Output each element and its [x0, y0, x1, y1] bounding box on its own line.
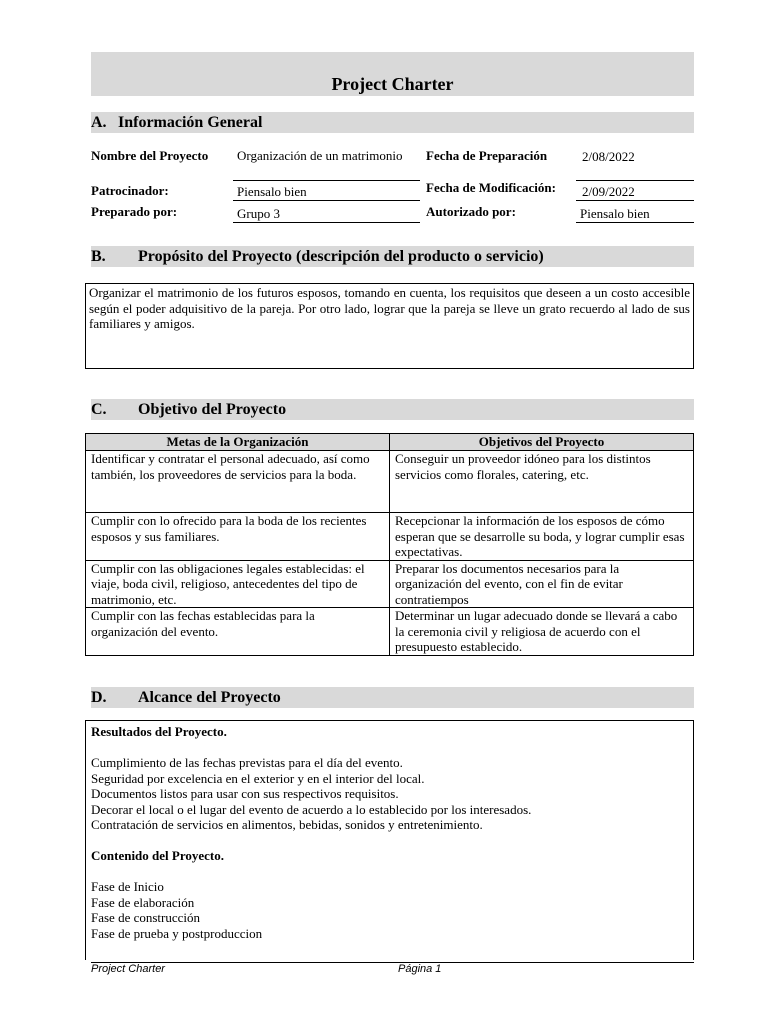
resultado-item: Cumplimiento de las fechas previstas para el día del evento.	[91, 755, 403, 770]
resultado-item: Documentos listos para usar con sus respectivos requisitos.	[91, 786, 399, 801]
section-c-letter: C.	[91, 401, 107, 418]
section-a-letter: A.	[91, 114, 107, 131]
autorizado-por-label: Autorizado por:	[426, 204, 516, 219]
document-title: Project Charter	[91, 52, 694, 96]
resultado-item: Decorar el local o el lugar del evento de acuerdo a lo establecido por los interesados.	[91, 801, 532, 817]
table-cell-meta: Cumplir con lo ofrecido para la boda de los recientes esposos y sus familiares.	[86, 513, 390, 561]
fecha-preparacion-label: Fecha de Preparación	[426, 148, 548, 163]
table-cell-objetivo: Recepcionar la información de los esposos de cómo esperan que se desarrolle su boda, y lograr cumplir esas expectativas.	[390, 513, 694, 561]
fecha-modificacion-value: 2/09/2022	[582, 184, 635, 199]
resultado-item: Seguridad por excelencia en el exterior y en el interior del local.	[91, 770, 425, 786]
fecha-preparacion-value: 2/08/2022	[582, 149, 635, 164]
fecha-preparacion-underline	[576, 180, 694, 181]
contenido-item: Fase de prueba y postproduccion	[91, 925, 263, 941]
objectives-table	[85, 433, 694, 656]
fecha-modificacion-label: Fecha de Modificación:	[426, 180, 556, 195]
patrocinador-label: Patrocinador:	[91, 183, 169, 198]
footer-document-name: Project Charter	[91, 963, 165, 975]
preparado-por-value: Grupo 3	[237, 206, 280, 221]
section-a-title: Información General	[118, 114, 263, 131]
nombre-proyecto-label: Nombre del Proyecto	[91, 148, 209, 163]
table-row	[86, 608, 694, 656]
table-cell-objetivo: Determinar un lugar adecuado donde se llevará a cabo la ceremonia civil y religiosa de acuerdo con el presupuesto establecido.	[390, 608, 694, 656]
contenido-item: Fase de Inicio	[91, 879, 164, 894]
preparado-por-label: Preparado por:	[91, 204, 178, 219]
contenido-item: Fase de construcción	[91, 910, 201, 925]
table-cell-meta: Cumplir con las obligaciones legales establecidas: el viaje, boda civil, religioso, antecedentes del tipo de matrimonio, etc.	[86, 560, 390, 608]
scope-box	[85, 720, 694, 960]
contenido-title: Contenido del Proyecto.	[91, 848, 224, 863]
patrocinador-underline	[233, 200, 420, 201]
patrocinador-value: Piensalo bien	[237, 184, 307, 199]
table-row	[86, 513, 694, 561]
footer-divider	[91, 962, 694, 963]
section-d-letter: D.	[91, 689, 107, 706]
section-c-title: Objetivo del Proyecto	[138, 401, 287, 418]
section-b-header	[91, 246, 694, 267]
footer-page-number: Página 1	[398, 963, 442, 975]
table-cell-objetivo: Preparar los documentos necesarios para la organización del evento, con el fin de evitar contratiempos	[390, 560, 694, 608]
section-a-header	[91, 112, 694, 133]
contenido-item: Fase de elaboración	[91, 894, 195, 910]
nombre-proyecto-value: Organización de un matrimonio	[237, 148, 403, 163]
purpose-text: Organizar el matrimonio de los futuros esposos, tomando en cuenta, los requisitos que deseen a un costo accesible según el poder adquisitivo de la pareja. Por otro lado, lograr que la pareja se lleve un grato recuerdo al lado de sus familiares y amigos.	[85, 283, 694, 369]
section-c-header	[91, 399, 694, 420]
table-row	[86, 560, 694, 608]
section-d-header	[91, 687, 694, 708]
fecha-modificacion-underline	[576, 200, 694, 201]
nombre-proyecto-underline	[233, 180, 420, 181]
table-row	[86, 451, 694, 513]
table-cell-meta: Identificar y contratar el personal adecuado, así como también, los proveedores de servicios para la boda.	[86, 451, 390, 513]
header-objetivos: Objetivos del Proyecto	[390, 434, 694, 451]
table-cell-meta: Cumplir con las fechas establecidas para la organización del evento.	[86, 608, 390, 656]
section-b-letter: B.	[91, 248, 106, 265]
autorizado-por-underline	[576, 222, 694, 223]
section-b-title: Propósito del Proyecto (descripción del producto o servicio)	[138, 248, 544, 265]
table-header-row	[86, 434, 694, 451]
preparado-por-underline	[233, 222, 420, 223]
resultado-item: Contratación de servicios en alimentos, bebidas, sonidos y entretenimiento.	[91, 817, 483, 832]
header-metas: Metas de la Organización	[86, 434, 390, 451]
autorizado-por-value: Piensalo bien	[580, 206, 650, 221]
resultados-title: Resultados del Proyecto.	[91, 724, 227, 739]
section-d-title: Alcance del Proyecto	[138, 689, 281, 706]
table-cell-objetivo: Conseguir un proveedor idóneo para los distintos servicios como florales, catering, etc.	[390, 451, 694, 513]
